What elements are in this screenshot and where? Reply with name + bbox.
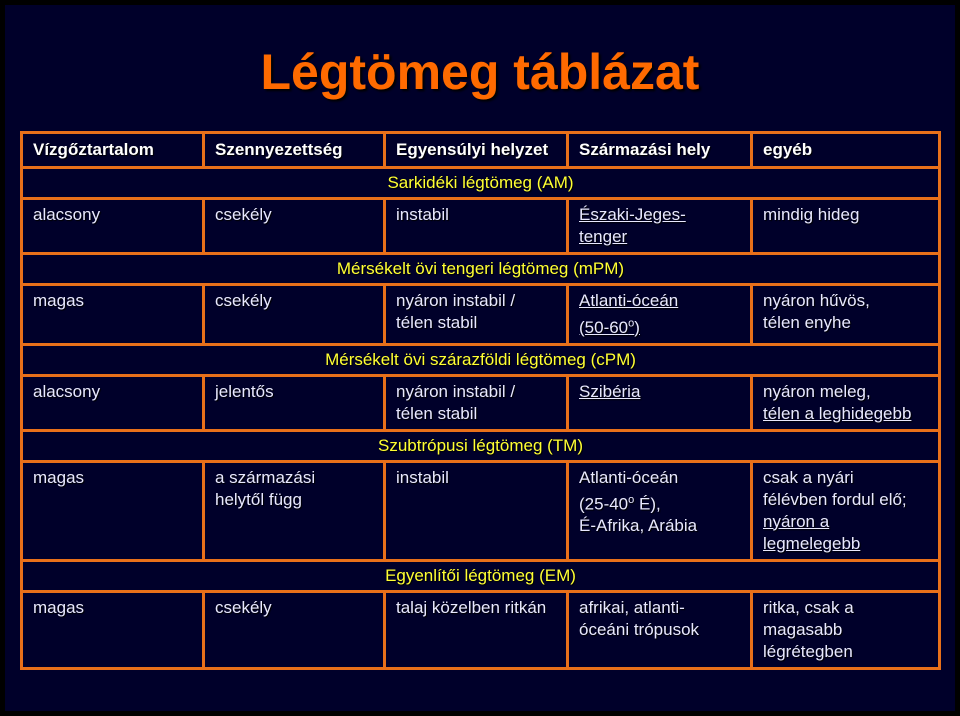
- cell-vapor: alacsony: [22, 375, 204, 430]
- other-line: félévben fordul elő;: [763, 489, 907, 509]
- table-row: [22, 461, 940, 560]
- air-mass-table: [20, 131, 941, 670]
- header-row: [22, 133, 940, 168]
- table-row: [22, 375, 940, 430]
- origin-text: óceáni trópusok: [579, 619, 700, 639]
- other-line: nyáron meleg,: [763, 381, 871, 401]
- cell-other: [752, 461, 940, 560]
- degree-sup: o: [628, 493, 635, 506]
- header-origin: Származási hely: [568, 133, 752, 168]
- section-row: [22, 344, 940, 375]
- page-title: Légtömeg táblázat: [260, 44, 700, 100]
- cell-origin: [568, 285, 752, 345]
- other-line: csak a nyári: [763, 467, 854, 487]
- origin-link[interactable]: Északi-Jeges-: [579, 205, 686, 224]
- header-stability: Egyensúlyi helyzet: [385, 133, 568, 168]
- cell-other: [752, 591, 940, 668]
- section-row: [22, 254, 940, 285]
- header-other: egyéb: [752, 133, 940, 168]
- cell-vapor: magas: [22, 285, 204, 345]
- origin-link[interactable]: Szibéria: [579, 381, 641, 401]
- cell-stability: [385, 375, 568, 430]
- other-line: magasabb: [763, 619, 843, 639]
- header-vapor: Vízgőztartalom: [22, 133, 204, 168]
- cell-origin: [568, 375, 752, 430]
- degree-sup: o: [628, 317, 635, 329]
- section-title-cpm: Mérsékelt övi szárazföldi légtömeg (cPM): [22, 344, 940, 375]
- pollution-line: helytől függ: [215, 489, 302, 509]
- origin-link[interactable]: [579, 318, 640, 337]
- stability-line: nyáron instabil /: [396, 381, 516, 401]
- origin-text: É-Afrika, Arábia: [579, 516, 698, 536]
- cell-vapor: alacsony: [22, 199, 204, 254]
- origin-link[interactable]: tenger: [579, 227, 628, 246]
- stability-line: télen stabil: [396, 313, 478, 332]
- cell-vapor: magas: [22, 591, 204, 668]
- origin-text: Atlanti-óceán: [579, 467, 679, 487]
- cell-pollution: csekély: [204, 199, 385, 254]
- section-title-mpm: Mérsékelt övi tengeri légtömeg (mPM): [22, 254, 940, 285]
- table-row: [22, 591, 940, 668]
- other-line: télen enyhe: [763, 313, 851, 332]
- cell-stability: talaj közelben ritkán: [385, 591, 568, 668]
- section-title-am: Sarkidéki légtömeg (AM): [22, 168, 940, 199]
- cell-origin: [568, 591, 752, 668]
- origin-text: afrikai, atlanti-: [579, 597, 685, 617]
- section-title-em: Egyenlítői légtömeg (EM): [22, 560, 940, 591]
- cell-origin: [568, 461, 752, 560]
- stability-line: télen stabil: [396, 403, 478, 423]
- cell-vapor: magas: [22, 461, 204, 560]
- cell-origin: [568, 199, 752, 254]
- pollution-line: a származási: [215, 467, 316, 487]
- section-row: [22, 430, 940, 461]
- cell-pollution: [204, 461, 385, 560]
- other-line: ritka, csak a: [763, 597, 854, 617]
- origin-text: É),: [634, 494, 661, 514]
- table-row: [22, 285, 940, 345]
- origin-text: (25-40: [579, 494, 629, 514]
- other-line: légrétegben: [763, 641, 853, 661]
- cell-stability: [385, 285, 568, 345]
- cell-other: mindig hideg: [752, 199, 940, 254]
- table-row: [22, 199, 940, 254]
- section-row: [22, 168, 940, 199]
- other-link[interactable]: legmelegebb: [763, 533, 861, 553]
- stability-line: nyáron instabil /: [396, 291, 516, 310]
- cell-stability: instabil: [385, 461, 568, 560]
- section-row: [22, 560, 940, 591]
- cell-stability: instabil: [385, 199, 568, 254]
- origin-text: (50-60: [579, 317, 629, 337]
- cell-pollution: csekély: [204, 591, 385, 668]
- origin-link[interactable]: Atlanti-óceán: [579, 291, 679, 310]
- cell-pollution: jelentős: [204, 375, 385, 430]
- cell-other: [752, 375, 940, 430]
- cell-pollution: csekély: [204, 285, 385, 345]
- header-pollution: Szennyezettség: [204, 133, 385, 168]
- other-line: nyáron hűvös,: [763, 291, 870, 310]
- origin-text: ): [634, 317, 640, 337]
- other-link[interactable]: nyáron a: [763, 511, 830, 531]
- cell-other: [752, 285, 940, 345]
- other-link[interactable]: télen a leghidegebb: [763, 403, 912, 423]
- section-title-tm: Szubtrópusi légtömeg (TM): [22, 430, 940, 461]
